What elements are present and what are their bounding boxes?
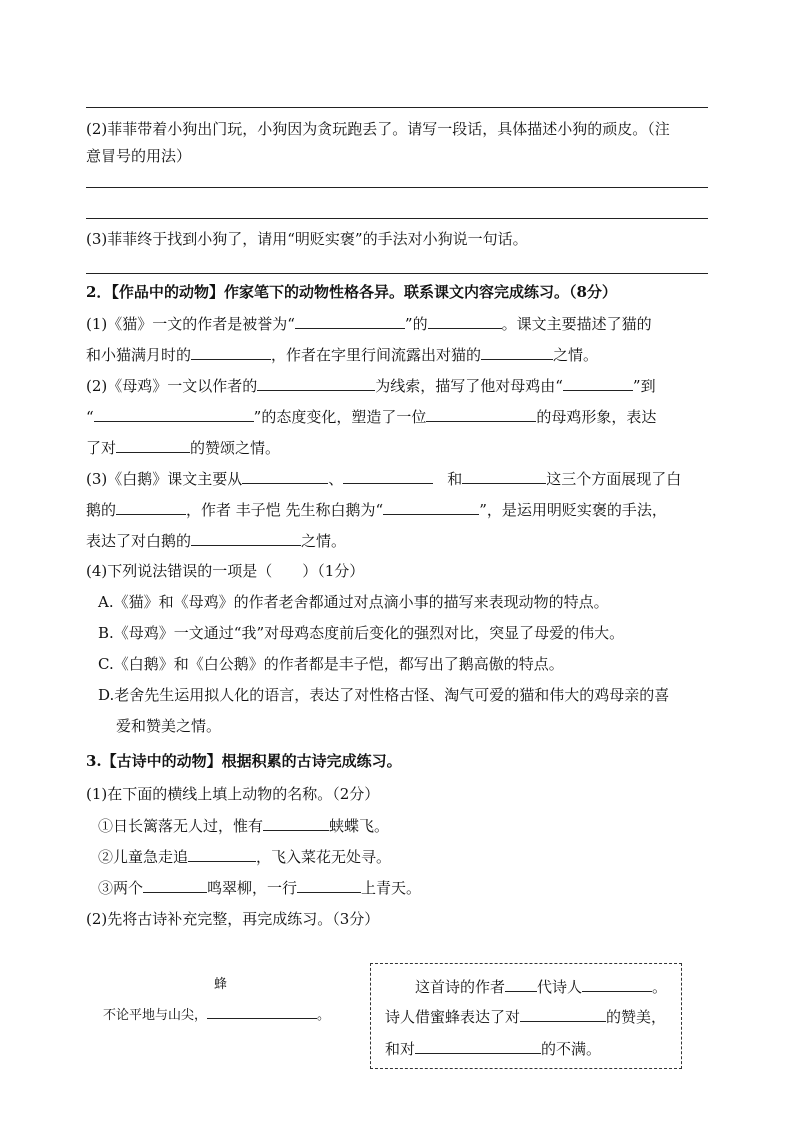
q2-p2-line3 (86, 437, 280, 458)
text: 。课文主要描述了猫的 (501, 315, 652, 333)
q2-p1-line1 (86, 313, 652, 334)
text: ”到 (632, 377, 656, 395)
text: 的不满。 (541, 1040, 602, 1058)
answer-blank[interactable] (563, 375, 633, 391)
answer-blank[interactable] (295, 313, 405, 329)
text: 和 (447, 470, 463, 488)
option-a[interactable]: A.《猫》和《母鸡》的作者老舍都通过对点滴小事的描写来表现动物的特点。 (98, 593, 609, 611)
text: 代诗人 (537, 978, 583, 996)
text: 了对 (86, 439, 117, 457)
answer-blank[interactable] (191, 530, 301, 546)
q2-p3-line1 (86, 468, 681, 489)
q1-part2-line1: (2)菲菲带着小狗出门玩，小狗因为贪玩跑丢了。请写一段话，具体描述小狗的顽皮。（注 (86, 120, 670, 138)
poem-title: 蜂 (214, 977, 228, 992)
answer-blank[interactable] (505, 976, 537, 992)
text: ③两个 (98, 879, 144, 897)
text: 不论平地与山尖， (103, 1008, 208, 1023)
text: ，飞入菜花无处寻。 (256, 848, 392, 866)
text: “ (86, 408, 94, 426)
answer-blank[interactable] (297, 877, 361, 893)
answer-blank[interactable] (94, 406, 254, 422)
text: (3)《白鹅》课文主要从 (86, 470, 243, 488)
q3-p1: (1)在下面的横线上填上动物的名称。（2分） (86, 785, 380, 803)
q2-p4: (4)下列说法错误的一项是（ ）（1分） (86, 562, 365, 580)
text: 这首诗的作者 (415, 978, 506, 996)
option-d[interactable]: D.老舍先生运用拟人化的语言，表达了对性格古怪、淘气可爱的猫和伟大的鸡母亲的喜 (98, 686, 670, 704)
answer-line (86, 107, 708, 108)
answer-blank[interactable] (242, 468, 328, 484)
q3-heading: 3.【古诗中的动物】根据积累的古诗完成练习。 (86, 752, 402, 770)
text: ，作者在字里行间流露出对猫的 (271, 346, 482, 364)
q3-item1 (98, 815, 389, 836)
q3-item2 (98, 846, 391, 867)
option-d-cont: 爱和赞美之情。 (116, 717, 222, 735)
q3-item3 (98, 877, 421, 898)
answer-line (86, 218, 708, 219)
answer-blank[interactable] (188, 846, 256, 862)
q1-part3-line1: (3)菲菲终于找到小狗了，请用“明贬实褒”的手法对小狗说一句话。 (86, 230, 528, 248)
answer-blank[interactable] (257, 375, 375, 391)
answer-blank[interactable] (520, 1006, 606, 1022)
text: ①日长篱落无人过，惟有 (98, 817, 264, 835)
q2-p2-line1 (86, 375, 656, 396)
answer-blank[interactable] (415, 1038, 541, 1054)
answer-blank[interactable] (143, 877, 207, 893)
text: 诗人借蜜蜂表达了对 (385, 1008, 521, 1026)
text: 的赞美， (606, 1008, 667, 1026)
text: ”的态度变化，塑造了一位 (253, 408, 427, 426)
text: ”，是运用明贬实褒的手法， (479, 501, 667, 519)
text: 的赞颂之情。 (190, 439, 281, 457)
q2-p3-line3 (86, 530, 346, 551)
box-line-1 (415, 976, 667, 997)
answer-blank[interactable] (383, 499, 479, 515)
text: 。 (652, 978, 668, 996)
text: 这三个方面展现了白 (546, 470, 682, 488)
answer-blank[interactable] (462, 468, 546, 484)
text: 上青天。 (361, 879, 422, 897)
poem-line (103, 1004, 330, 1023)
text: 之情。 (553, 346, 599, 364)
text: 。 (317, 1008, 331, 1023)
text: 和对 (385, 1040, 416, 1058)
option-b[interactable]: B.《母鸡》一文通过“我”对母鸡态度前后变化的强烈对比，突显了母爱的伟大。 (98, 624, 625, 642)
answer-blank[interactable] (582, 976, 652, 992)
q1-part2-line2: 意冒号的用法） (86, 147, 192, 165)
q2-p3-line2 (86, 499, 667, 520)
answer-blank[interactable] (116, 499, 186, 515)
box-line-2 (385, 1006, 666, 1027)
text: 表达了对白鹅的 (86, 532, 192, 550)
text: 为线索，描写了他对母鸡由“ (375, 377, 563, 395)
q2-heading: 2．【作品中的动物】作家笔下的动物性格各异。联系课文内容完成练习。（8分） (86, 283, 617, 301)
text: (2)《母鸡》一文以作者的 (86, 377, 258, 395)
answer-blank[interactable] (263, 815, 329, 831)
answer-blank[interactable] (207, 1006, 317, 1019)
answer-line (86, 187, 708, 188)
answer-blank[interactable] (116, 437, 190, 453)
answer-blank[interactable] (343, 468, 433, 484)
text: 鸣翠柳，一行 (207, 879, 298, 897)
text: 之情。 (301, 532, 347, 550)
q2-p1-line2 (86, 344, 598, 365)
answer-blank[interactable] (428, 313, 502, 329)
text: 蛱蝶飞。 (329, 817, 390, 835)
q3-p2: (2)先将古诗补充完整，再完成练习。（3分） (86, 910, 380, 928)
answer-blank[interactable] (426, 406, 536, 422)
answer-line (86, 273, 708, 274)
box-line-3 (385, 1038, 601, 1059)
text: (1)《猫》一文的作者是被誉为“ (86, 315, 295, 333)
text: 和小猫满月时的 (86, 346, 192, 364)
text: 鹅的 (86, 501, 117, 519)
text: 的母鸡形象，表达 (536, 408, 657, 426)
q2-p2-line2 (86, 406, 656, 427)
answer-blank[interactable] (481, 344, 553, 360)
answer-blank[interactable] (191, 344, 271, 360)
text: ，作者 丰子恺 先生称白鹅为“ (186, 501, 384, 519)
text: ”的 (404, 315, 428, 333)
text: ②儿童急走追 (98, 848, 189, 866)
poem-question-box (370, 963, 682, 1069)
option-c[interactable]: C.《白鹅》和《白公鹅》的作者都是丰子恺，都写出了鹅高傲的特点。 (98, 655, 564, 673)
text: 、 (328, 470, 344, 488)
